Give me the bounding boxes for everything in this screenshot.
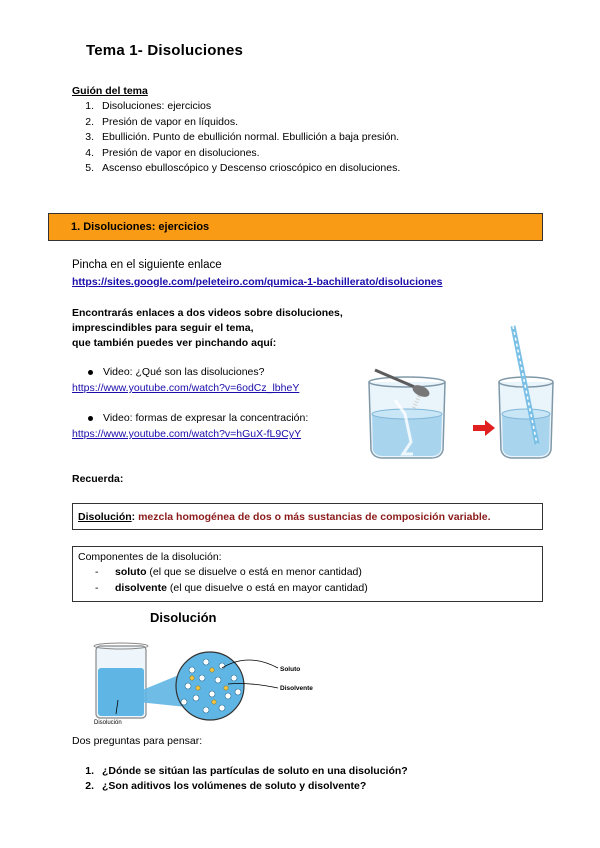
guion-heading: Guión del tema — [72, 85, 148, 97]
list-item: - soluto (el que se disuelve o está en menor cantidad) — [95, 566, 362, 578]
list-item: 4. Presión de vapor en disoluciones. — [85, 146, 260, 159]
section-header-bar — [48, 213, 543, 241]
recuerda-label: Recuerda: — [72, 473, 124, 485]
list-item: - disolvente (el que disuelve o está en mayor cantidad) — [95, 582, 368, 594]
diagram-title: Disolución — [150, 610, 217, 625]
preguntas-list — [72, 764, 408, 794]
bullet-icon — [88, 416, 93, 421]
list-item: 5. Ascenso ebulloscópico y Descenso crioscópico en disoluciones. — [85, 162, 401, 174]
list-item: 2. ¿Son aditivos los volúmenes de soluto y disolvente? — [85, 780, 367, 792]
guion-list — [72, 99, 400, 177]
list-item: 3. Ebullición. Punto de ebullición normal. Ebullición a baja presión. — [85, 131, 400, 143]
definition-box: Disolución: mezcla homogénea de dos o más sustancias de composición variable. — [72, 503, 543, 530]
dos-preguntas-text: Dos preguntas para pensar: — [72, 735, 203, 747]
video-item-2: Video: formas de expresar la concentración: — [88, 412, 308, 424]
list-item: 1. Disoluciones: ejercicios — [85, 100, 212, 112]
beaker-left-icon — [369, 377, 445, 458]
bullet-icon — [88, 370, 93, 375]
videos-intro: Encontrarás enlaces a dos videos sobre disoluciones, imprescindibles para seguir el tema, que también puedes ver pinchando aquí: — [72, 307, 343, 349]
video-link-1[interactable]: https://www.youtube.com/watch?v=6odCz_lbheY — [72, 382, 300, 394]
componentes-heading: Componentes de la disolución: — [78, 551, 222, 563]
definition-term: Disolución — [78, 511, 132, 523]
label-soluto: Soluto — [280, 666, 301, 673]
list-item: 2. Presión de vapor en líquidos. — [85, 115, 239, 128]
page-title: Tema 1- Disoluciones — [86, 42, 244, 59]
list-item: 1. ¿Dónde se sitúan las partículas de soluto en una disolución? — [85, 765, 408, 777]
section-title: 1. Disoluciones: ejercicios — [71, 221, 210, 233]
label-disolucion: Disolución — [94, 720, 122, 726]
solution-diagram — [88, 638, 348, 730]
pincha-text: Pincha en el siguiente enlace — [72, 259, 222, 271]
beaker-icon — [94, 643, 148, 718]
label-disolvente: Disolvente — [280, 685, 313, 692]
video-link-2[interactable]: https://www.youtube.com/watch?v=hGuX-fL9CyY — [72, 428, 302, 440]
componentes-box — [72, 546, 543, 602]
dissolving-illustration — [355, 322, 555, 462]
main-link[interactable]: https://sites.google.com/peleteiro.com/qumica-1-bachillerato/disoluciones — [72, 276, 443, 288]
definition-text: mezcla homogénea de dos o más sustancias de composición variable. — [135, 511, 491, 523]
video-item-1: Video: ¿Qué son las disoluciones? — [88, 366, 265, 378]
arrow-right-icon — [473, 420, 495, 436]
